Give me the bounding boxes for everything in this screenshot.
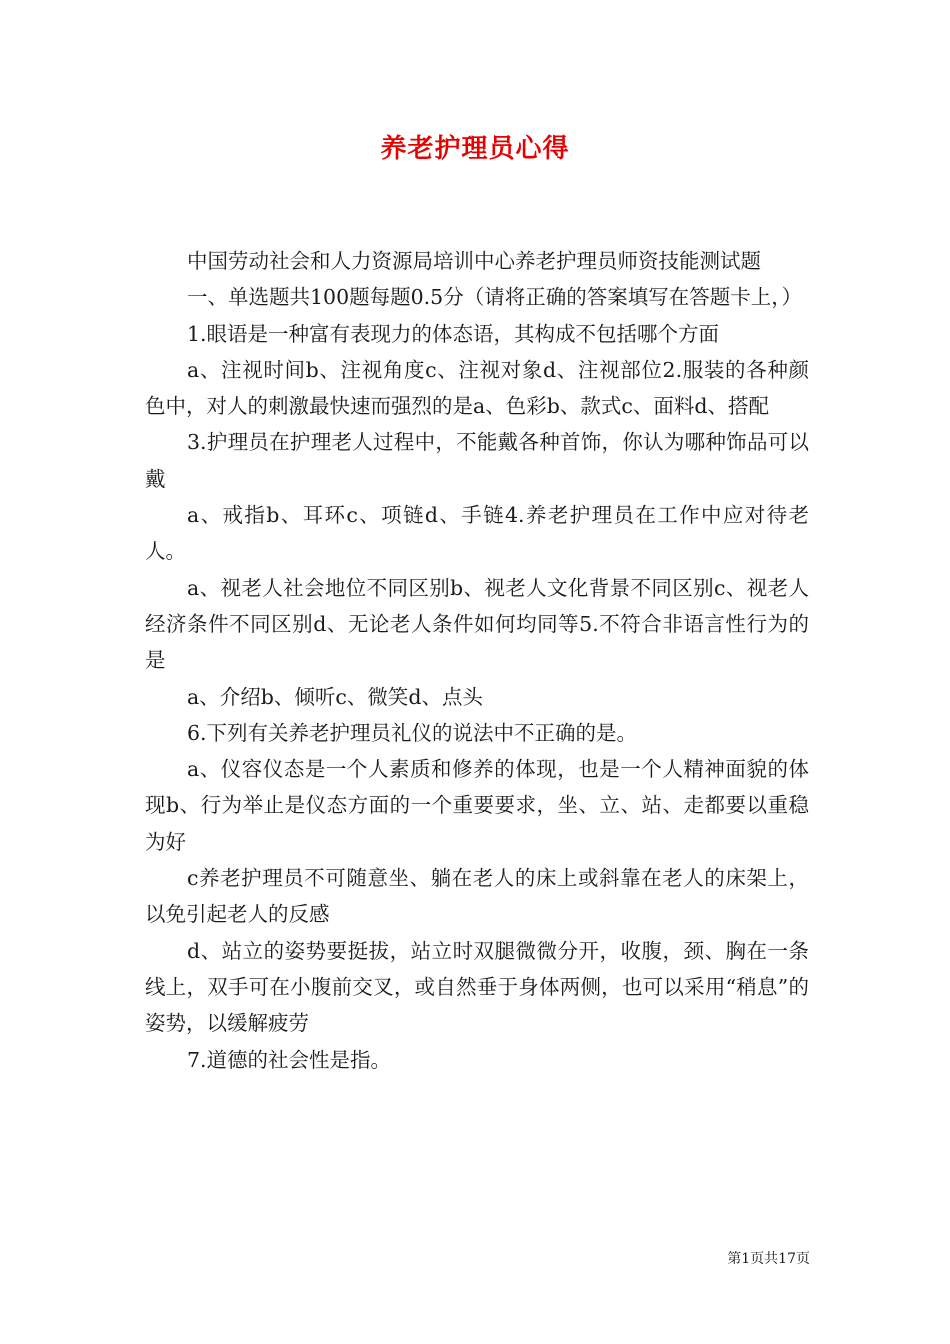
paragraph: 1.眼语是一种富有表现力的体态语，其构成不包括哪个方面 (187, 321, 720, 346)
paragraph: 7.道德的社会性是指。 (187, 1047, 392, 1072)
paragraph: 6.下列有关养老护理员礼仪的说法中不正确的是。 (187, 720, 638, 745)
paragraph: c养老护理员不可随意坐、躺在老人的床上或斜靠在老人的床架上，以免引起老人的反感 (145, 866, 809, 927)
paragraph: 3.护理员在护理老人过程中，不能戴各种首饰，你认为哪种饰品可以戴 (145, 430, 809, 491)
paragraph: a、注视时间b、注视角度c、注视对象d、注视部位2.服装的各种颜色中，对人的刺激最快速而强烈的是a、色彩b、款式c、面料d、搭配 (145, 357, 809, 419)
paragraph: a、仪容仪态是一个人素质和修养的体现，也是一个人精神面貌的体现b、行为举止是仪态方面的一个重要要求，坐、立、站、走都要以重稳为好 (145, 757, 809, 854)
paragraph: 中国劳动社会和人力资源局培训中心养老护理员师资技能测试题 (187, 249, 761, 273)
paragraph: a、戒指b、耳环c、项链d、手链4.养老护理员在工作中应对待老人。 (145, 503, 809, 564)
paragraph: d、站立的姿势要挺拔，站立时双腿微微分开，收腹，颈、胸在一条线上，双手可在小腹前交叉，或自然垂于身体两侧，也可以采用“稍息”的姿势，以缓解疲劳 (145, 938, 809, 1036)
paragraph: a、介绍b、倾听c、微笑d、点头 (187, 684, 483, 709)
paragraph: 一、单选题共100题每题0.5分（请将正确的答案填写在答题卡上，） (187, 285, 802, 310)
document-body (145, 243, 809, 1078)
page-footer: 第1页共17页 (727, 1251, 810, 1267)
document-title: 养老护理员心得 (380, 134, 570, 164)
paragraph: a、视老人社会地位不同区别b、视老人文化背景不同区别c、视老人经济条件不同区别d、无论老人条件如何均同等5.不符合非语言性行为的是 (145, 575, 809, 673)
